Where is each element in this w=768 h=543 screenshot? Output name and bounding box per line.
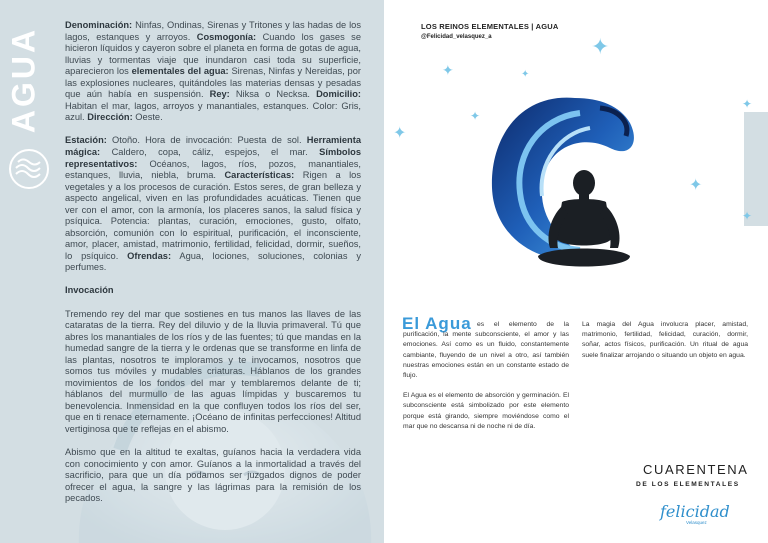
invocation-paragraph-1: Tremendo rey del mar que sostienes en tus manos las llaves de las cataratas de la tierra. Rey del diluvio y de la lluvia primaveral. Tú que abres los manantiales de los ríos y de las fuentes; tú que mandas en la humedad sangre de la tierra y le ordenas que se transforme en linfa de las plantas, nosotros te imploramos y te invocamos, nosotros que somos tus móviles y mudables criaturas. Háblanos de los grandes movimientos de los fondos del mar y temblaremos delante de ti; háblanos del murmullo de las aguas límpidas y buscaremos tu benevolencia. Inmensidad en la que confluyen todos los ríos del ser, que en ti renace eternamente. ¡Océano de infinitas perfecciones! Altitud vertiginosa que te reflejas en el abismo. xyxy=(65,308,361,434)
left-text-block xyxy=(65,20,361,516)
side-title: AGUA xyxy=(5,26,42,134)
invocation-paragraph-2: Abismo que en la altitud te exaltas, guíanos hacia la verdadera vida con conocimiento y con amor. Guíanos a la inmortalidad a través del sacrificio, para que un día podamos ser juzgados dignos de poder ofrecer el agua, la sangre y las lágrimas para la remisión de los pecados. xyxy=(65,447,361,504)
footer-subtitle: DE LOS ELEMENTALES xyxy=(636,481,740,488)
body-column-1 xyxy=(403,320,569,442)
description-paragraph: Denominación: Ninfas, Ondinas, Sirenas y Tritones y las hadas de los lagos, estanques y arroyos. Cosmogonía: Cuando los gases se hicieron líquidos y cayeron sobre el planeta en forma de gotas de agua, lluvias y tormentas viaje que inundaron casi toda su superficie, aparecieron los elementales del agua: Sirenas, Ninfas y Nereidas, por las explosiones nucleares, quitándoles las materias densas y pesadas que aún había en suspensión. Rey: Niksa o Necksa. Domicilio: Habitan el mar, lagos, arroyos y manantiales, estanques. Color: Gris, azul. Dirección: Oeste. xyxy=(65,20,361,123)
col2-paragraph-1: La magia del Agua involucra placer, amistad, matrimonio, fertilidad, felicidad, curación, dormir, soñar, actos físicos, purificación. Un ritual de agua suele finalizar arrojando o situando un objeto en agua. xyxy=(582,321,748,359)
agua-title: El Agua xyxy=(402,314,472,333)
sparkle-icon: ✦ xyxy=(689,177,703,194)
sparkle-icon: ✦ xyxy=(470,109,481,123)
attributes-paragraph: Estación: Otoño. Hora de invocación: Puesta de sol. Herramienta mágica: Caldero, copa, cáliz, espejos, el mar. Símbolos representativos: Océanos, lagos, ríos, pozos, manantiales, estanques, lluvia, niebla, bruma. Características: Rigen a los vegetales y a los procesos de curación. Estos seres, de gran belleza y aspecto angelical, viven en las profundidades acuáticas. Tienen que ver con el amor, con la armonía, los placeres sanos, la salud física y psíquica. Potencia: plantas, curación, emociones, gusto, olfato, absorción, comunión con lo espiritual, purificación, el inconsciente, amor, placer, amistad, matrimonio, fertilidad, felicidad, dormir, sueños, lo psíquico. Ofrendas: Agua, lociones, soluciones, colonias y perfumes. xyxy=(65,135,361,273)
sparkle-icon: ✦ xyxy=(521,69,530,80)
felicidad-logo: felicidad Velasquez xyxy=(660,502,730,525)
wave-icon xyxy=(8,148,50,190)
footer-title: CUARENTENA xyxy=(643,462,749,477)
wave-meditation-illustration xyxy=(480,78,650,298)
sparkle-icon: ✦ xyxy=(591,34,610,59)
sparkle-icon: ✦ xyxy=(742,209,753,223)
sparkle-icon: ✦ xyxy=(742,97,753,111)
body-column-2 xyxy=(582,320,748,361)
header-title: LOS REINOS ELEMENTALES | AGUA xyxy=(421,22,559,31)
header-handle: @Felicidad_velasquez_a xyxy=(421,34,492,40)
sparkle-icon: ✦ xyxy=(393,125,407,142)
sparkle-icon: ✦ xyxy=(442,62,454,78)
col1-paragraph-2: El Agua es el elemento de absorción y germinación. El subconsciente está simbolizado por este elemento porque está girando, siempre moviéndose como el mar que no descansa ni de noche ni de día. xyxy=(403,392,569,430)
invocation-title: Invocación xyxy=(65,285,114,296)
col1-paragraph-1: es el elemento de la purificación, la mente subconsciente, el amor y las emociones. Así como es un fluido, constantemente cambiante, fluyendo de un nivel a otro, así también nuestras emociones están en un constante estado de flujo. xyxy=(403,321,569,380)
